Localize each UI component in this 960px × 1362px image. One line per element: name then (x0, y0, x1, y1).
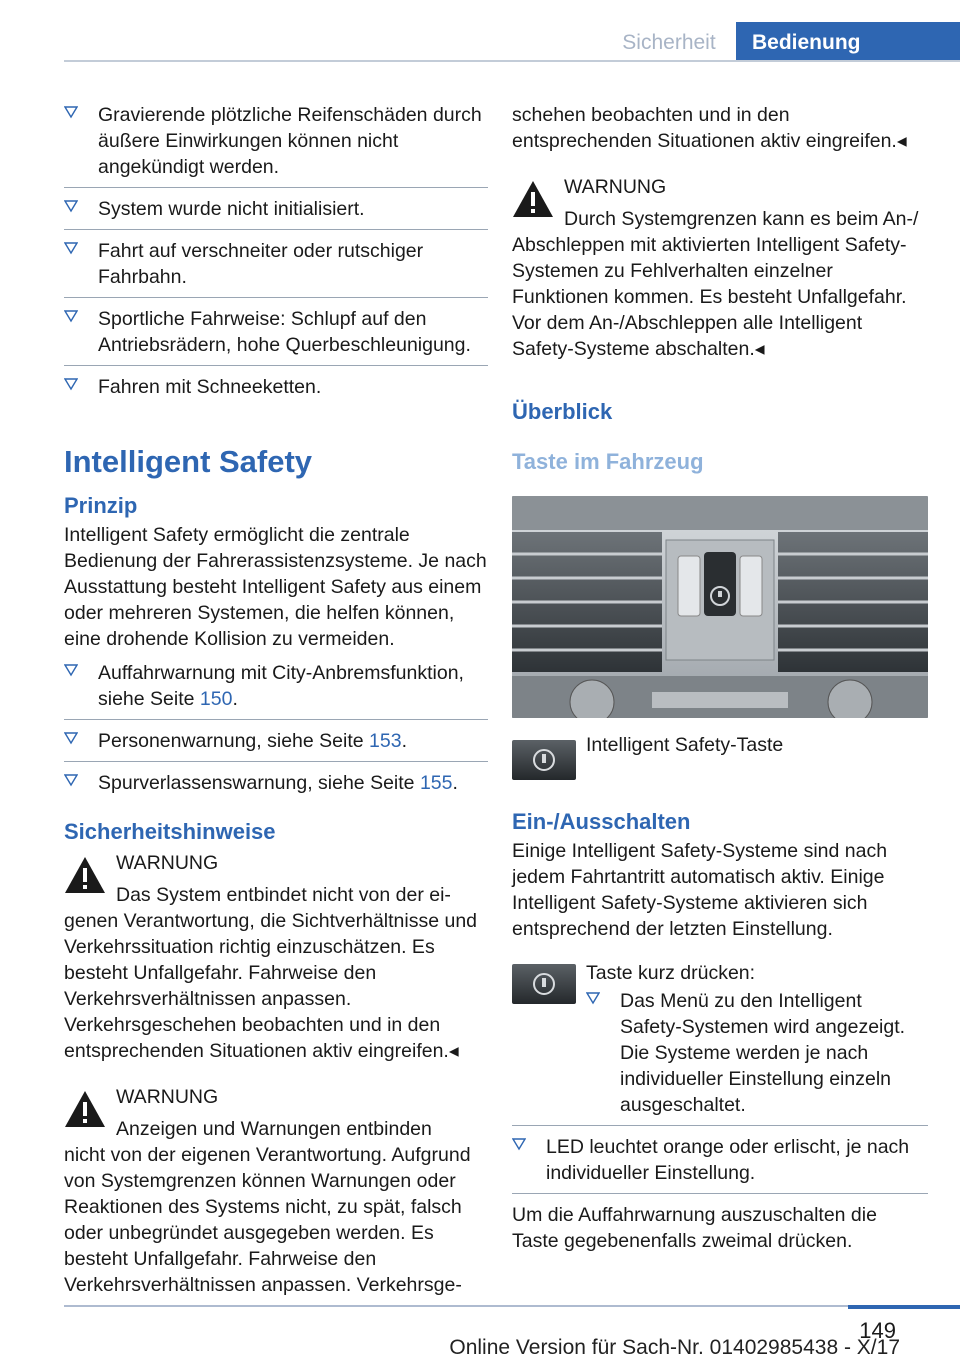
dashboard-photo (512, 496, 928, 718)
list-divider (64, 365, 488, 366)
triangle-bullet-icon (64, 105, 78, 119)
tab-bedienung[interactable]: Bedienung (736, 22, 960, 62)
list-divider (512, 1193, 928, 1194)
left-column (64, 102, 488, 1298)
list-item: Fahrt auf verschneiter oder rutschiger Fahrbahn. (64, 238, 488, 290)
warning-box: WARNUNG Durch Systemgrenzen kann es beim An-/ Abschleppen mit aktivierten Intelligent Safety-Systemen zu Fehlverhalten einzelner Funktionen kommen. Es besteht Unfallgefahr. Vor dem An-/Abschleppen alle Intelligent Safety-Systeme abschalten.◂ (512, 176, 919, 360)
list-item: Das Menü zu den Intelligent Safety-Systemen wird angezeigt. Die Systeme werden je nach individueller Einstellung einzeln ausgeschaltet. (586, 988, 928, 1118)
einaus-paragraph: Einige Intelligent Safety-Systeme sind nach jedem Fahrtantritt automatisch aktiv. Einige Intelligent Safety-Systeme aktivieren sich entsprechend der letzten Einstellung. (512, 840, 888, 940)
list-item: Sportliche Fahrweise: Schlupf auf den Antriebsrädern, hohe Querbeschleunigung. (64, 306, 488, 358)
list-item: Gravierende plötzliche Reifenschäden durch äußere Einwirkungen können nicht angekündigt werden. (64, 102, 488, 180)
list-divider (64, 229, 488, 230)
list-item: LED leuchtet orange oder erlischt, je nach individueller Einstellung. (512, 1134, 928, 1186)
kurz-label: Taste kurz drücken: (586, 962, 756, 984)
triangle-bullet-icon (586, 991, 600, 1005)
right-column (512, 102, 928, 1254)
subsection-title-hinweise: Sicherheitshinweise (64, 819, 276, 844)
continued-paragraph: schehen beobachten und in den entsprechenden Situationen aktiv eingreifen.◂ (512, 104, 907, 152)
intelligent-safety-button-icon (512, 964, 576, 1004)
triangle-bullet-icon (64, 731, 78, 745)
list-item: Personenwarnung, siehe Seite 153. (64, 728, 488, 754)
button-caption: Intelligent Safety-Taste (586, 734, 784, 756)
subsection-title-taste: Taste im Fahrzeug (512, 449, 704, 474)
subsection-title-prinzip: Prinzip (64, 493, 138, 518)
list-divider (512, 1125, 928, 1126)
list-item: Fahren mit Schneeketten. (64, 374, 488, 400)
subsection-title-einaus: Ein-/Ausschalten (512, 809, 691, 834)
tab-sicherheit[interactable]: Sicherheit (622, 31, 716, 54)
button-caption-row (512, 732, 928, 782)
kurz-block (512, 960, 928, 1118)
footer-accent-bar (848, 1305, 960, 1309)
section-title: Intelligent Safety (64, 444, 313, 479)
final-paragraph: Um die Auffahrwarnung auszuschalten die Taste gegebenenfalls zweimal drücken. (512, 1204, 877, 1252)
list-divider (64, 719, 488, 720)
intelligent-safety-button-icon (512, 740, 576, 780)
warning-triangle-icon (64, 856, 106, 901)
page-link-155[interactable]: 155 (419, 772, 453, 794)
triangle-bullet-icon (64, 309, 78, 323)
header-rule (64, 60, 960, 62)
list-item: Spurverlassenswarnung, siehe Seite 155. (64, 770, 488, 796)
triangle-bullet-icon (512, 1137, 526, 1151)
list-item: Auffahrwarnung mit City-Anbremsfunktion, siehe Seite 150. (64, 660, 488, 712)
triangle-bullet-icon (64, 199, 78, 213)
page-link-150[interactable]: 150 (199, 688, 233, 710)
list-divider (64, 187, 488, 188)
footer-rule (64, 1305, 960, 1307)
page-link-153[interactable]: 153 (369, 730, 402, 752)
warning-box: WARNUNG Das System entbindet nicht von der ei- genen Verantwortung, die Sichtverhältnisse und Verkehrssituation richtig einzuschätzen. Es besteht Unfallgefahr. Fahrweise den Verkehrsverhältnissen anpassen. Verkehrsgeschehen beobachten und in den entsprechenden Situationen aktiv eingreifen.◂ (64, 852, 478, 1062)
triangle-bullet-icon (64, 773, 78, 787)
triangle-bullet-icon (64, 241, 78, 255)
warning-box: WARNUNG Anzeigen und Warnungen entbinden nicht von der eigenen Verantwortung. Aufgrund von Systemgrenzen können Warnungen oder Reaktionen des Systems nicht, zu spät, falsch oder unbegründet ausgegeben werden. Es besteht Unfallgefahr. Fahrweise den Verkehrsverhältnissen anpassen. Verkehrsge- (64, 1086, 471, 1296)
warning-triangle-icon (64, 1090, 106, 1135)
online-version-note: Online Version für Sach-Nr. 01402985438 - X/17 (449, 1336, 900, 1359)
warning-triangle-icon (512, 180, 554, 225)
list-item: System wurde nicht initialisiert. (64, 196, 488, 222)
triangle-bullet-icon (64, 663, 78, 677)
list-divider (64, 761, 488, 762)
list-divider (64, 297, 488, 298)
page-number: 149 (859, 1318, 896, 1343)
subsection-title-ueberblick: Überblick (512, 399, 613, 424)
prinzip-paragraph: Intelligent Safety ermöglicht die zentrale Bedienung der Fahrerassistenzsysteme. Je nach Ausstattung besteht Intelligent Safety aus einem oder mehreren Systemen, die helfen können, eine drohende Kollision zu vermeiden. (64, 524, 487, 650)
triangle-bullet-icon (64, 377, 78, 391)
